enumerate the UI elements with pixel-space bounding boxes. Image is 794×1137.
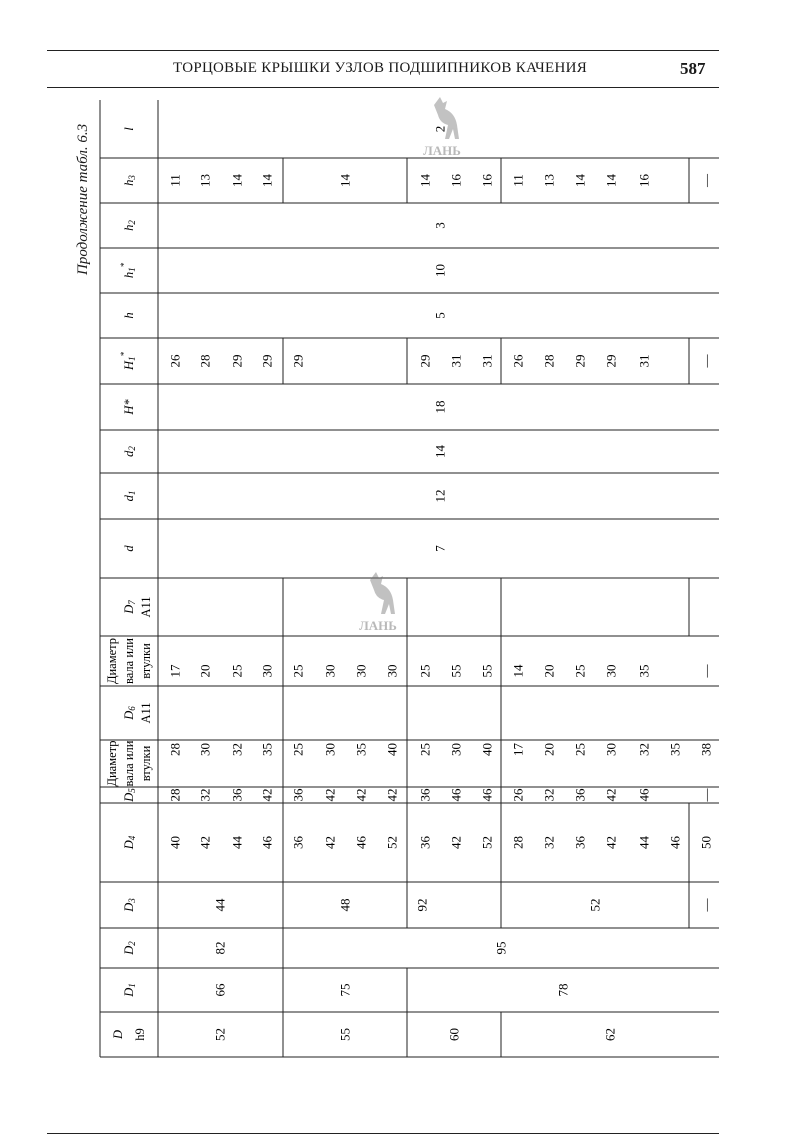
cell-shaft-diameter: 25 [417,664,433,678]
cell-d5: 36 [229,788,245,802]
cell-d1: 78 [555,983,571,997]
cell-shaft-diameter: 35 [636,664,652,678]
cell-h3: 14 [572,174,588,187]
cell-h3: 11 [167,174,183,187]
cell-h3: 11 [510,174,526,187]
cell-shaft-diameter: 32 [229,743,245,756]
cell-H1: 26 [167,354,183,368]
cell-shaft-diameter: 20 [541,664,557,678]
cell-h1: 10 [432,264,448,277]
cell-shaft-diameter: 20 [197,664,213,678]
column-header: H* [122,399,136,415]
cell-h: 5 [432,312,448,319]
cell-shaft-diameter: 55 [479,664,495,678]
cell-shaft-diameter: 30 [603,664,619,678]
cell-d4: 42 [603,836,619,849]
column-header: $d_1$ [122,490,137,502]
column-header: $D_6$ [122,706,137,720]
cell-d5: 46 [636,788,652,802]
cell-shaft-diameter: 17 [167,664,183,678]
column-header: A11 [139,702,153,724]
column-header: $h_1^*$ [119,262,137,279]
cell-d5: 42 [384,788,400,802]
column-header: $D_7$ [122,600,137,614]
column-header: втулки [139,745,153,782]
cell-d4: 46 [259,836,275,849]
cell-H1: 29 [229,354,245,368]
cell-d5: 46 [479,788,495,802]
cell-d1-small: 12 [432,489,448,503]
cell-H1: 28 [197,354,213,368]
cell-H1: — [698,354,714,368]
cell-shaft-diameter: 30 [448,743,464,756]
cell-d4: 36 [417,836,433,849]
cell-h3: 14 [417,174,433,187]
cell-d5: 36 [290,788,306,802]
cell-d2: 95 [493,941,509,955]
cell-h3: 14 [259,174,275,187]
cell-shaft-diameter: 17 [510,743,526,756]
cell-h3: 14 [337,174,353,187]
cell-h3: 16 [636,174,652,187]
cell-H1: 28 [541,354,557,368]
cell-d4: 36 [572,836,588,849]
cell-H1: 29 [572,354,588,368]
cell-shaft-diameter: 38 [698,743,714,756]
running-header: ТОРЦОВЫЕ КРЫШКИ УЗЛОВ ПОДШИПНИКОВ КАЧЕНИЯ [172,60,588,76]
cell-d4: 52 [479,836,495,849]
cell-H1: 29 [290,354,306,368]
cell-d4: 46 [667,836,683,849]
cell-H1: 29 [259,354,275,368]
column-header: $H_1^*$ [119,351,137,371]
cell-d4: 32 [541,836,557,849]
cell-d5: 42 [322,788,338,802]
cell-d: 7 [432,545,448,552]
cell-shaft-diameter: 30 [384,664,400,678]
column-header: втулки [139,643,153,679]
cell-d5: 26 [510,788,526,802]
cell-shaft-diameter: 30 [353,664,369,678]
column-header: Диаметр [105,740,119,787]
cell-shaft-diameter: 55 [448,664,464,678]
cell-h2: 3 [432,222,448,229]
cell-shaft-diameter: 25 [290,743,306,756]
cell-h3: 16 [479,174,495,187]
cell-shaft-diameter: 30 [322,743,338,756]
column-header: $D_5$ [122,788,137,802]
cell-shaft-diameter: 32 [636,743,652,756]
cell-d5: — [698,788,714,802]
cell-h3: 16 [448,174,464,187]
column-header: Диаметр [105,637,119,685]
cell-H1: 29 [417,354,433,368]
cell-d4: 44 [229,836,245,849]
cell-shaft-diameter: 25 [572,664,588,678]
cell-d4: 40 [167,836,183,849]
cell-shaft-diameter: 20 [541,743,557,756]
cell-h3: 14 [229,174,245,187]
cell-shaft-diameter: 25 [417,743,433,756]
cell-d4: 52 [384,836,400,849]
cell-shaft-diameter: 25 [572,743,588,756]
column-header: $h_3$ [122,175,137,186]
column-header: $D_4$ [122,835,137,850]
column-header: h9 [133,1028,147,1041]
column-header: вала или [122,638,136,684]
column-header: $D_1$ [122,983,137,997]
cell-d-h9: 52 [212,1028,228,1041]
cell-d5: 42 [353,788,369,802]
cell-H: 18 [432,400,448,414]
cell-d3: 52 [587,898,603,912]
cell-d5: 42 [259,788,275,802]
cell-d3: 48 [337,898,353,912]
cell-d5: 32 [541,788,557,802]
cell-d5: 32 [197,788,213,802]
cell-d-h9: 60 [446,1028,462,1041]
cell-d-h9: 62 [602,1028,618,1041]
cell-H1: 31 [448,354,464,368]
column-header: l [122,127,136,131]
cell-shaft-diameter: 25 [290,664,306,678]
cell-d-h9: 55 [337,1028,353,1041]
cell-d1: 66 [212,983,228,997]
cell-d4: 28 [510,836,526,849]
cell-h3: — [698,174,714,187]
cell-d5: 46 [448,788,464,802]
cell-d2-small: 14 [432,445,448,458]
cell-d4: 46 [353,836,369,849]
cell-shaft-diameter: 35 [259,743,275,756]
column-header: D [111,1029,125,1040]
cell-h3: 14 [603,174,619,187]
watermark-text: ЛАНЬ [359,618,397,633]
cell-d3: 92 [414,898,430,912]
cell-shaft-diameter: 30 [197,743,213,756]
cell-d2: 82 [212,941,228,955]
column-header: $d_2$ [122,446,137,457]
cell-shaft-diameter: 35 [667,743,683,756]
cell-d5: 36 [417,788,433,802]
cell-shaft-diameter: 25 [229,664,245,678]
cell-d3: — [698,898,714,912]
column-header: d [122,545,136,552]
cell-l: 2 [432,125,448,133]
watermark-text: ЛАНЬ [423,143,461,158]
column-header: h [122,312,136,319]
column-header: A11 [139,596,153,618]
cell-shaft-diameter: 30 [603,743,619,756]
column-header: $h_2$ [122,220,137,231]
cell-h3: 13 [541,174,557,187]
cell-d4: 50 [698,836,714,849]
page-number: 587 [680,59,706,78]
cell-d4: 42 [197,836,213,849]
cell-shaft-diameter: — [698,664,714,678]
column-header: вала или [122,740,136,787]
cell-d4: 42 [448,836,464,849]
cell-d4: 42 [322,836,338,849]
cell-h3: 13 [197,174,213,187]
cell-H1: 31 [636,354,652,368]
cell-shaft-diameter: 40 [479,743,495,756]
cell-shaft-diameter: 28 [167,743,183,756]
cell-d5: 36 [572,788,588,802]
table-caption: Продолжение табл. 6.3 [75,123,91,275]
cell-H1: 26 [510,354,526,368]
cell-d3: 44 [212,898,228,912]
cell-shaft-diameter: 14 [510,664,526,678]
cell-shaft-diameter: 30 [259,664,275,678]
column-header: $D_3$ [122,898,137,912]
cell-shaft-diameter: 40 [384,743,400,756]
column-header: $D_2$ [122,941,137,955]
cell-shaft-diameter: 35 [353,743,369,756]
publisher-watermark [359,572,397,633]
cell-H1: 31 [479,354,495,368]
cell-shaft-diameter: 30 [322,664,338,678]
cell-d1: 75 [337,983,353,997]
cell-d5: 28 [167,788,183,802]
cell-d5: 42 [603,788,619,802]
cell-d4: 36 [290,836,306,849]
cell-d4: 44 [636,836,652,849]
cell-H1: 29 [603,354,619,368]
